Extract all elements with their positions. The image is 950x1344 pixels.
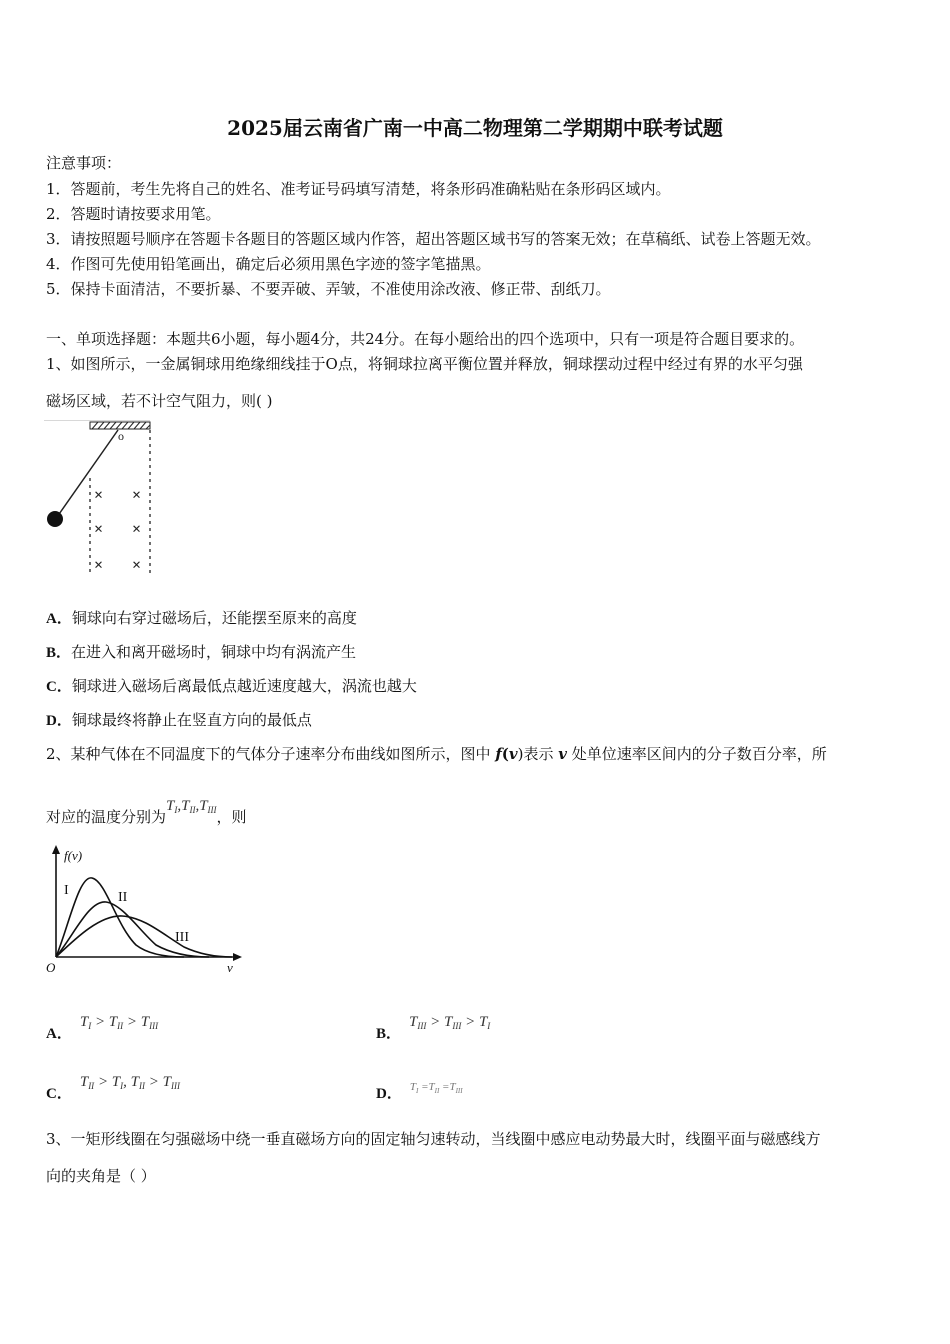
q2-text-part: )表示 — [517, 745, 559, 763]
curve-iii — [56, 916, 232, 957]
option-label: D． — [376, 1086, 402, 1102]
option-text: 铜球进入磁场后离最低点越近速度越大，涡流也越大 — [71, 677, 417, 695]
copper-ball — [47, 511, 63, 527]
q2-symbol-f: f — [495, 745, 502, 763]
q2-temperature-symbols: $T_I,T_{II},T_{III}$ — [166, 798, 217, 815]
x-axis-arrow — [233, 953, 242, 961]
notice-item: 2．答题时请按要求用笔。 — [46, 205, 221, 223]
option-expression: TI =TII =TIII — [409, 1081, 463, 1095]
q2-text-part: 处单位速率区间内的分子数百分率，所 — [566, 745, 827, 763]
notice-item: 5．保持卡面清洁，不要折暴、不要弄破、弄皱，不准使用涂改液、修正带、刮纸刀。 — [46, 280, 611, 298]
q2-option-a[interactable] — [46, 1014, 159, 1043]
option-label: A． — [46, 1026, 72, 1042]
option-text: 在进入和离开磁场时，铜球中均有涡流产生 — [71, 643, 357, 661]
field-mark: × — [132, 521, 142, 538]
option-label: B． — [46, 645, 72, 661]
option-expression: $T_{III} > T_{III} > T_I$ — [409, 1014, 491, 1031]
notice-item: 3．请按照题号顺序在答题卡各题目的答题区域内作答，超出答题区域书写的答案无效；在草稿纸、试卷上答题无效。 — [46, 230, 821, 248]
curve-label: I — [64, 883, 69, 898]
option-label: A． — [46, 611, 72, 627]
q1-option-b[interactable] — [46, 641, 356, 662]
field-mark: × — [94, 487, 104, 504]
speed-distribution-graph — [44, 845, 244, 977]
question-1-text: 1、如图所示，一金属铜球用绝缘细线挂于O点，将铜球拉离平衡位置并释放，铜球摆动过程中经过有界的水平匀强 — [46, 355, 803, 373]
field-mark: × — [94, 521, 104, 538]
origin-label: O — [46, 960, 56, 975]
q2-option-d[interactable] — [376, 1082, 463, 1103]
q2-text-part: 2、某种气体在不同温度下的气体分子速率分布曲线如图所示，图中 — [46, 745, 496, 763]
q1-option-d[interactable] — [46, 709, 312, 730]
q2-symbol-v: v — [508, 745, 518, 763]
pivot-label: o — [118, 429, 124, 443]
q1-option-c[interactable] — [46, 675, 417, 696]
question-3-text-cont: 向的夹角是（ ） — [46, 1167, 156, 1185]
page-title: 2025届云南省广南一中高二物理第二学期期中联考试题 — [227, 116, 723, 140]
q2-option-c[interactable] — [46, 1074, 180, 1103]
q2-option-b[interactable] — [376, 1014, 491, 1043]
option-label: D． — [46, 713, 72, 729]
q2-symbol-v: v — [558, 745, 567, 763]
curve-label: III — [175, 930, 189, 945]
field-mark: × — [94, 557, 104, 574]
option-expression: $T_{II} > T_I$, $T_{II} > T_{III}$ — [79, 1074, 180, 1091]
q2-text-part: ( — [501, 745, 509, 763]
field-mark: × — [132, 487, 142, 504]
q2-text-part: ，则 — [216, 808, 247, 826]
option-text: 铜球最终将静止在竖直方向的最低点 — [71, 711, 312, 729]
option-label: C． — [46, 1086, 72, 1102]
pendulum-string — [57, 430, 118, 517]
question-3-text: 3、一矩形线圈在匀强磁场中绕一垂直磁场方向的固定轴匀速转动，当线圈中感应电动势最大时，线圈平面与磁感线方 — [46, 1130, 821, 1148]
pendulum-figure — [44, 420, 156, 578]
y-axis-label: f(v) — [64, 848, 83, 863]
q1-option-a[interactable] — [46, 607, 357, 628]
option-label: B． — [376, 1026, 402, 1042]
q2-text-part: 对应的温度分别为 — [46, 808, 167, 826]
option-label: C． — [46, 679, 72, 695]
question-2-text — [46, 743, 827, 764]
notice-item: 1．答题前，考生先将自己的姓名、准考证号码填写清楚，将条形码准确粘贴在条形码区域内。 — [46, 180, 671, 198]
y-axis-arrow — [52, 845, 60, 854]
field-mark: × — [132, 557, 142, 574]
notice-heading: 注意事项： — [46, 154, 122, 172]
section-heading: 一、单项选择题：本题共6小题，每小题4分，共24分。在每小题给出的四个选项中，只有一项是符合题目要求的。 — [46, 330, 805, 348]
question-1-text-cont: 磁场区域，若不计空气阻力，则( ) — [46, 392, 273, 410]
curve-label: II — [118, 890, 128, 905]
option-expression: $T_I > T_{II} > T_{III}$ — [79, 1014, 159, 1031]
notice-item: 4．作图可先使用铅笔画出，确定后必须用黑色字迹的签字笔描黑。 — [46, 255, 491, 273]
option-text: 铜球向右穿过磁场后，还能摆至原来的高度 — [71, 609, 357, 627]
x-axis-label: v — [227, 960, 233, 975]
question-2-text-cont — [46, 798, 247, 827]
